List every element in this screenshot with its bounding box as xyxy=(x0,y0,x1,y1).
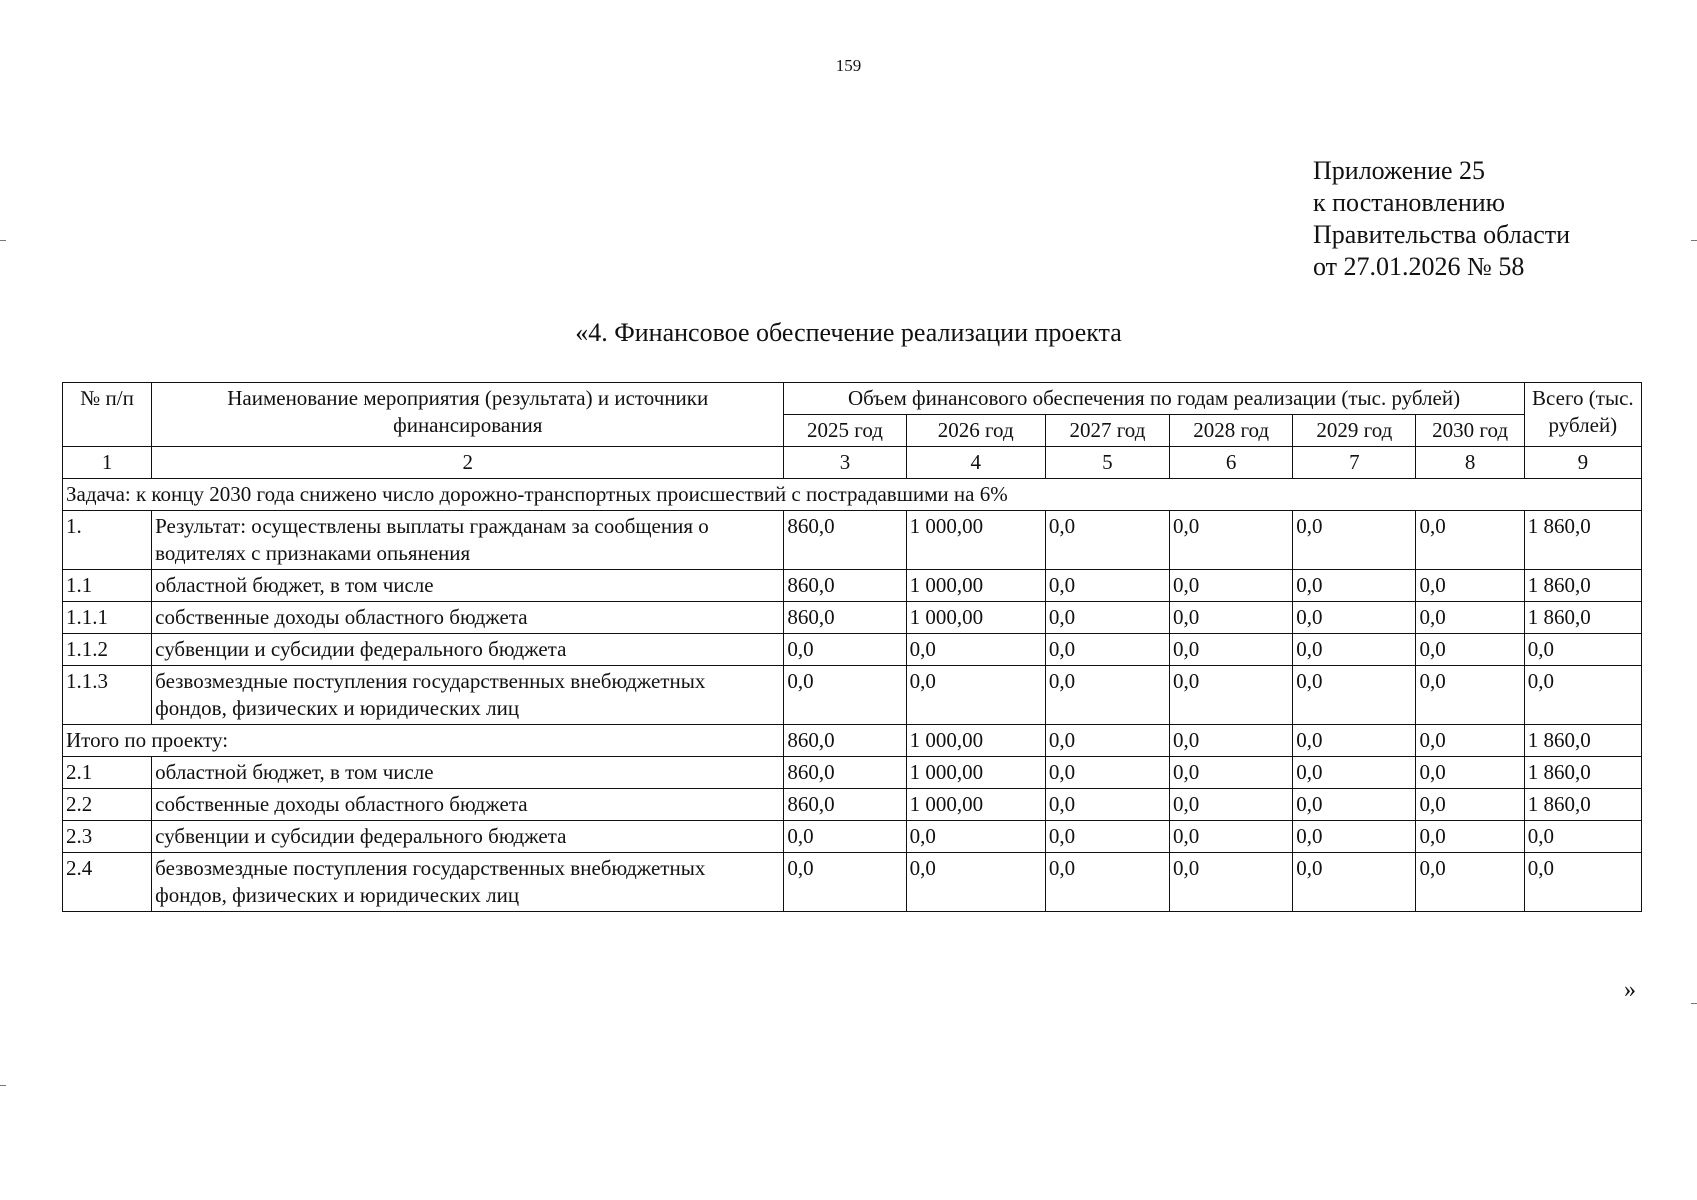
header-year: 2025 год xyxy=(784,415,906,447)
table-row xyxy=(63,853,1642,912)
scan-edge-mark xyxy=(0,1085,6,1086)
value-cell: 0,0 xyxy=(1293,511,1416,570)
row-number-cell: 1.1.3 xyxy=(63,666,152,725)
closing-quote: » xyxy=(1624,977,1636,1003)
value-cell: 0,0 xyxy=(1293,757,1416,789)
value-cell: 1 860,0 xyxy=(1524,511,1641,570)
value-cell: 0,0 xyxy=(1170,789,1293,821)
appendix-line: Правительства области xyxy=(1313,220,1571,249)
header-year: 2029 год xyxy=(1293,415,1416,447)
scan-edge-mark xyxy=(1691,240,1697,241)
column-number-cell: 1 xyxy=(63,447,152,479)
row-name-cell: собственные доходы областного бюджета xyxy=(152,789,784,821)
value-cell: 0,0 xyxy=(1170,757,1293,789)
row-number-cell: 2.3 xyxy=(63,821,152,853)
value-cell: 0,0 xyxy=(1045,757,1169,789)
value-cell: 0,0 xyxy=(1416,634,1524,666)
value-cell: 0,0 xyxy=(1293,666,1416,725)
table-row xyxy=(63,821,1642,853)
value-cell: 860,0 xyxy=(784,789,906,821)
row-number-cell: 1. xyxy=(63,511,152,570)
section-title: «4. Финансовое обеспечение реализации проекта xyxy=(575,318,1122,347)
header-no: № п/п xyxy=(63,383,152,447)
row-name-cell: Результат: осуществлены выплаты гражданам за сообщения о водителях с признаками опьянения xyxy=(152,511,784,570)
value-cell: 0,0 xyxy=(1524,821,1641,853)
row-name-cell: безвозмездные поступления государственных внебюджетных фондов, физических и юридических лиц xyxy=(152,853,784,912)
value-cell: 1 000,00 xyxy=(906,725,1045,757)
table-row xyxy=(63,666,1642,725)
column-number-cell: 9 xyxy=(1524,447,1641,479)
header-total: Всего (тыс. рублей) xyxy=(1524,383,1641,447)
value-cell: 0,0 xyxy=(1293,853,1416,912)
value-cell: 0,0 xyxy=(1416,666,1524,725)
appendix-line: от 27.01.2026 № 58 xyxy=(1313,252,1525,281)
task-cell: Задача: к концу 2030 года снижено число дорожно-транспортных происшествий с пострадавшими на 6% xyxy=(63,479,1642,511)
row-name-cell: субвенции и субсидии федерального бюджета xyxy=(152,634,784,666)
appendix-line: Приложение 25 xyxy=(1313,156,1486,185)
value-cell: 0,0 xyxy=(1293,634,1416,666)
value-cell: 0,0 xyxy=(1293,789,1416,821)
header-name: Наименование мероприятия (результата) и источники финансирования xyxy=(152,383,784,447)
value-cell: 1 000,00 xyxy=(906,602,1045,634)
value-cell: 0,0 xyxy=(784,634,906,666)
appendix-block xyxy=(1313,155,1570,283)
value-cell: 1 000,00 xyxy=(906,789,1045,821)
column-number-cell: 8 xyxy=(1416,447,1524,479)
value-cell: 860,0 xyxy=(784,757,906,789)
value-cell: 0,0 xyxy=(1416,853,1524,912)
value-cell: 0,0 xyxy=(784,853,906,912)
value-cell: 0,0 xyxy=(1524,853,1641,912)
row-name-cell: областной бюджет, в том числе xyxy=(152,757,784,789)
value-cell: 0,0 xyxy=(784,666,906,725)
value-cell: 0,0 xyxy=(1045,853,1169,912)
value-cell: 860,0 xyxy=(784,570,906,602)
table-body xyxy=(63,479,1642,912)
row-number-cell: 2.1 xyxy=(63,757,152,789)
row-name-cell: безвозмездные поступления государственных внебюджетных фондов, физических и юридических лиц xyxy=(152,666,784,725)
value-cell: 0,0 xyxy=(1170,821,1293,853)
column-number-cell: 4 xyxy=(906,447,1045,479)
value-cell: 0,0 xyxy=(906,853,1045,912)
value-cell: 0,0 xyxy=(906,634,1045,666)
column-number-cell: 6 xyxy=(1170,447,1293,479)
value-cell: 0,0 xyxy=(1416,789,1524,821)
value-cell: 1 860,0 xyxy=(1524,602,1641,634)
row-name-cell: областной бюджет, в том числе xyxy=(152,570,784,602)
row-name-cell: субвенции и субсидии федерального бюджета xyxy=(152,821,784,853)
value-cell: 0,0 xyxy=(1293,725,1416,757)
value-cell: 0,0 xyxy=(1170,570,1293,602)
value-cell: 1 860,0 xyxy=(1524,789,1641,821)
value-cell: 0,0 xyxy=(1416,725,1524,757)
value-cell: 0,0 xyxy=(1170,602,1293,634)
value-cell: 0,0 xyxy=(1045,511,1169,570)
row-name-cell: собственные доходы областного бюджета xyxy=(152,602,784,634)
value-cell: 0,0 xyxy=(1416,511,1524,570)
column-number-cell: 2 xyxy=(152,447,784,479)
value-cell: 0,0 xyxy=(1045,634,1169,666)
table-row xyxy=(63,634,1642,666)
value-cell: 0,0 xyxy=(1045,789,1169,821)
value-cell: 0,0 xyxy=(1416,757,1524,789)
value-cell: 0,0 xyxy=(1170,511,1293,570)
value-cell: 1 000,00 xyxy=(906,757,1045,789)
value-cell: 0,0 xyxy=(1293,570,1416,602)
row-number-cell: 2.2 xyxy=(63,789,152,821)
appendix-line: к постановлению xyxy=(1313,188,1506,217)
total-row xyxy=(63,725,1642,757)
value-cell: 0,0 xyxy=(1524,634,1641,666)
value-cell: 1 000,00 xyxy=(906,570,1045,602)
value-cell: 0,0 xyxy=(1170,666,1293,725)
value-cell: 0,0 xyxy=(1170,853,1293,912)
value-cell: 1 860,0 xyxy=(1524,757,1641,789)
value-cell: 0,0 xyxy=(1170,634,1293,666)
value-cell: 0,0 xyxy=(784,821,906,853)
value-cell: 860,0 xyxy=(784,602,906,634)
value-cell: 860,0 xyxy=(784,511,906,570)
value-cell: 0,0 xyxy=(1524,666,1641,725)
table-row xyxy=(63,570,1642,602)
task-row xyxy=(63,479,1642,511)
value-cell: 1 860,0 xyxy=(1524,570,1641,602)
value-cell: 1 000,00 xyxy=(906,511,1045,570)
page-number: 159 xyxy=(835,56,862,75)
header-year: 2028 год xyxy=(1170,415,1293,447)
value-cell: 0,0 xyxy=(1416,602,1524,634)
row-number-cell: 1.1.1 xyxy=(63,602,152,634)
column-number-cell: 5 xyxy=(1045,447,1169,479)
table-row xyxy=(63,602,1642,634)
row-number-cell: 1.1 xyxy=(63,570,152,602)
header-year: 2026 год xyxy=(906,415,1045,447)
value-cell: 860,0 xyxy=(784,725,906,757)
header-year: 2027 год xyxy=(1045,415,1169,447)
header-volume: Объем финансового обеспечения по годам реализации (тыс. рублей) xyxy=(784,383,1524,415)
value-cell: 0,0 xyxy=(1416,821,1524,853)
value-cell: 0,0 xyxy=(1045,570,1169,602)
table-row xyxy=(63,789,1642,821)
value-cell: 0,0 xyxy=(906,666,1045,725)
value-cell: 0,0 xyxy=(1293,821,1416,853)
column-number-cell: 3 xyxy=(784,447,906,479)
value-cell: 0,0 xyxy=(1170,725,1293,757)
value-cell: 0,0 xyxy=(1045,602,1169,634)
column-number-cell: 7 xyxy=(1293,447,1416,479)
value-cell: 0,0 xyxy=(1045,725,1169,757)
table-row xyxy=(63,757,1642,789)
row-number-cell: 1.1.2 xyxy=(63,634,152,666)
row-number-cell: 2.4 xyxy=(63,853,152,912)
value-cell: 0,0 xyxy=(906,821,1045,853)
table-row xyxy=(63,511,1642,570)
scan-edge-mark xyxy=(1691,1003,1697,1004)
value-cell: 0,0 xyxy=(1416,570,1524,602)
scan-edge-mark xyxy=(0,240,6,241)
value-cell: 1 860,0 xyxy=(1524,725,1641,757)
financing-table xyxy=(62,382,1642,912)
value-cell: 0,0 xyxy=(1045,666,1169,725)
column-number-row xyxy=(63,447,1642,479)
header-year: 2030 год xyxy=(1416,415,1524,447)
total-label-cell: Итого по проекту: xyxy=(63,725,784,757)
value-cell: 0,0 xyxy=(1293,602,1416,634)
value-cell: 0,0 xyxy=(1045,821,1169,853)
